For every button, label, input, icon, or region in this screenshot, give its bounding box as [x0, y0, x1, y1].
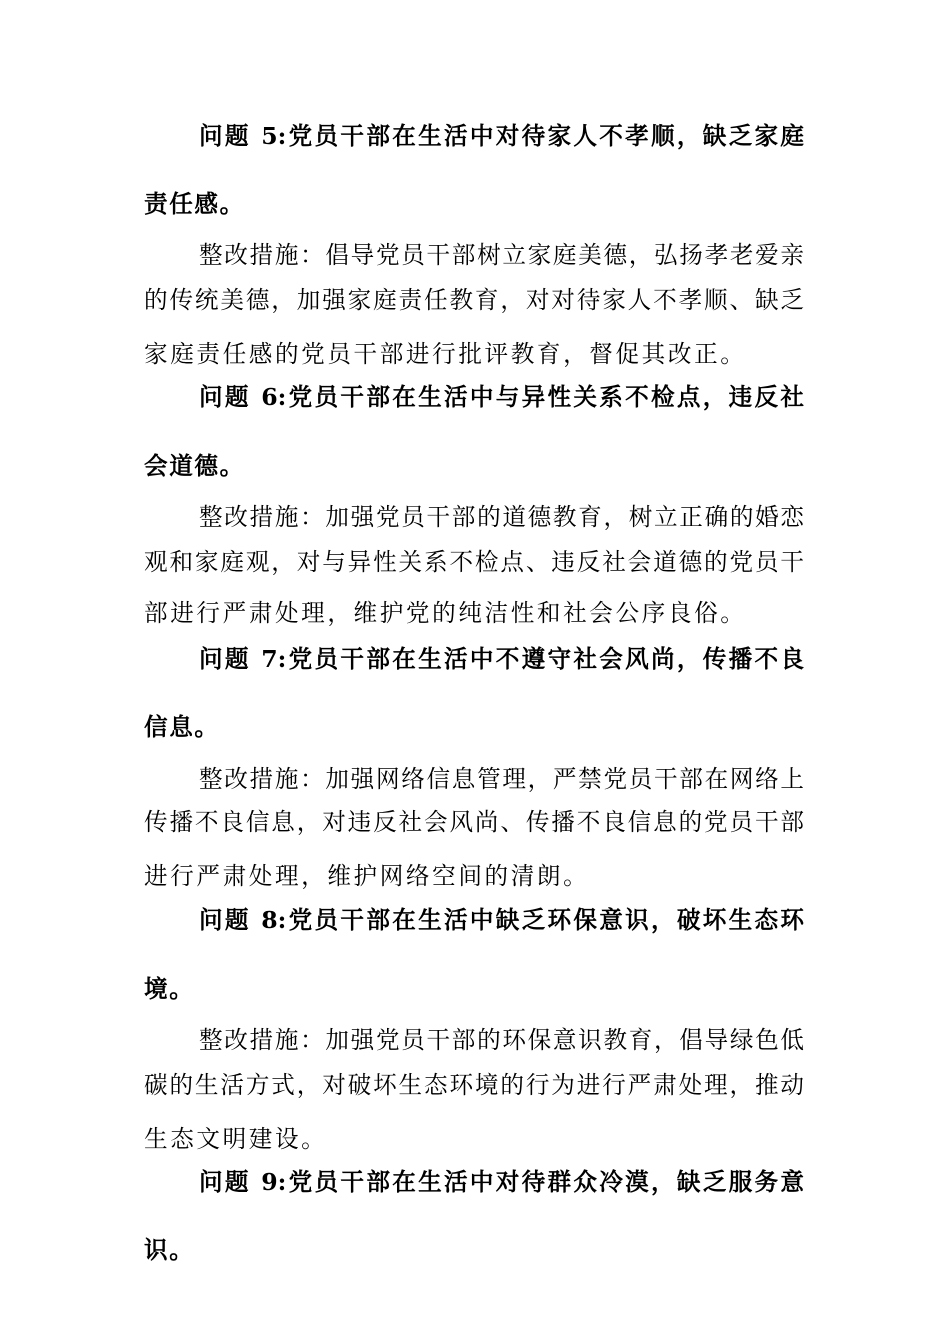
measure-6-line-2: 观和家庭观，对与异性关系不检点、违反社会道德的党员干	[144, 548, 804, 576]
problem-7-heading-line-2: 信息。	[144, 713, 220, 741]
problem-6-heading-line-2: 会道德。	[144, 452, 245, 480]
measure-8-line-1: 整改措施：加强党员干部的环保意识教育，倡导绿色低	[199, 1026, 804, 1054]
problem-8-heading-line-2: 境。	[144, 975, 195, 1003]
problem-6-heading-line-1: 问题 6:党员干部在生活中与异性关系不检点，违反社	[199, 383, 804, 411]
measure-7-line-3: 进行严肃处理，维护网络空间的清朗。	[144, 862, 590, 890]
problem-9-heading-line-2: 识。	[144, 1236, 195, 1264]
problem-8-heading-line-1: 问题 8:党员干部在生活中缺乏环保意识，破坏生态环	[199, 906, 804, 934]
measure-6-line-1: 整改措施：加强党员干部的道德教育，树立正确的婚恋	[199, 503, 804, 531]
problem-5-heading-line-1: 问题 5:党员干部在生活中对待家人不孝顺，缺乏家庭	[199, 122, 804, 150]
measure-6-line-3: 部进行严肃处理，维护党的纯洁性和社会公序良俗。	[144, 599, 747, 627]
problem-5-heading-line-2: 责任感。	[144, 190, 245, 218]
problem-7-heading-line-1: 问题 7:党员干部在生活中不遵守社会风尚，传播不良	[199, 645, 804, 673]
measure-7-line-1: 整改措施：加强网络信息管理，严禁党员干部在网络上	[199, 765, 804, 793]
measure-5-line-2: 的传统美德，加强家庭责任教育，对对待家人不孝顺、缺乏	[144, 286, 804, 314]
measure-5-line-3: 家庭责任感的党员干部进行批评教育，督促其改正。	[144, 340, 747, 368]
measure-8-line-3: 生态文明建设。	[144, 1125, 328, 1153]
measure-8-line-2: 碳的生活方式，对破坏生态环境的行为进行严肃处理，推动	[144, 1071, 804, 1099]
problem-9-heading-line-1: 问题 9:党员干部在生活中对待群众冷漠，缺乏服务意	[199, 1168, 804, 1196]
measure-7-line-2: 传播不良信息，对违反社会风尚、传播不良信息的党员干部	[144, 808, 804, 836]
measure-5-line-1: 整改措施：倡导党员干部树立家庭美德，弘扬孝老爱亲	[199, 241, 804, 269]
